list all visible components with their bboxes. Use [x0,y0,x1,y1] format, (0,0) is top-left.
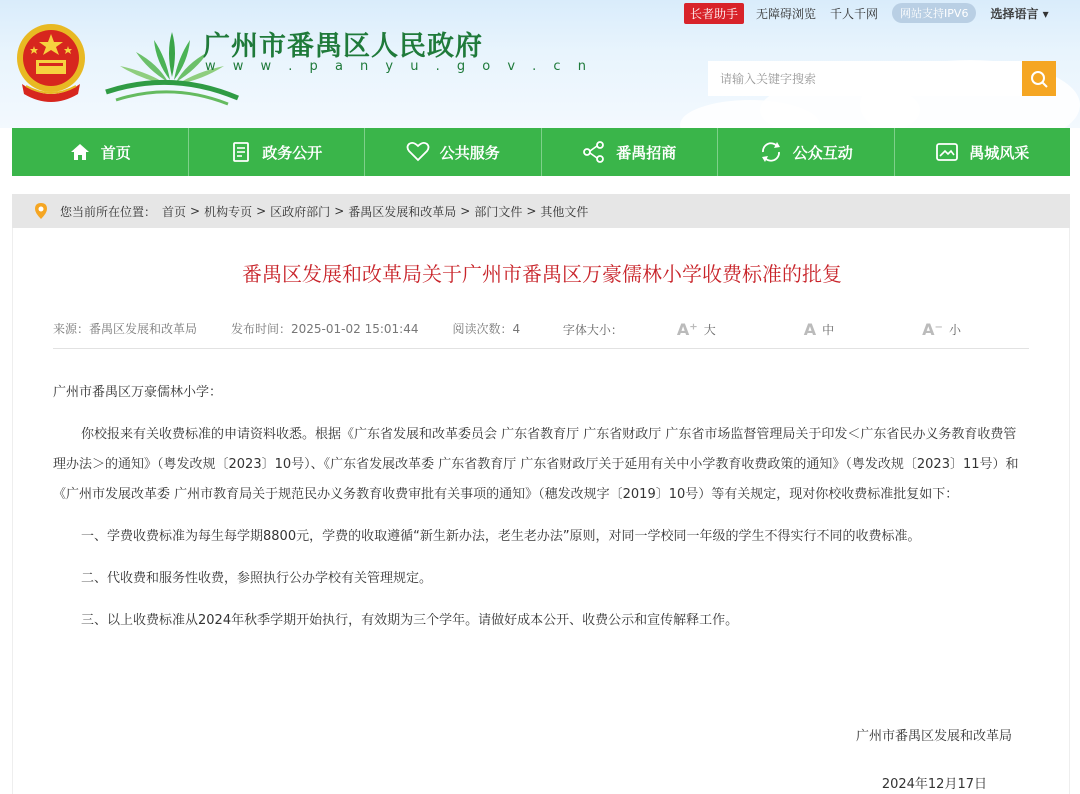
article-paragraph: 二、代收费和服务性收费，参照执行公办学校有关管理规定。 [81,571,433,586]
article-paragraph: 一、学费收费标准为每生每学期8800元，学费的收取遵循“新生新办法，老生老办法”原则，对同一学校同一年级的学生不得实行不同的收费标准。 [81,529,921,544]
breadcrumb-separator: > [190,204,201,218]
nav-label: 首页 [100,143,131,162]
nav-item-government-affairs[interactable] [189,128,366,176]
search-box [708,61,1056,96]
article-paragraph: 你校报来有关收费标准的申请资料收悉。根据《广东省发展和改革委员会 广东省教育厅 广东省财政厅 广东省市场监督管理局关于印发＜广东省民办义务教育收费管理办法＞的通知》（粤发改规〔2023〕10号）、《广东省发展改革委 广东省教育厅 广东省财政厅关于延用有关中小学教育收费政策的通知》（粤发改规〔2023〕11号）和《广州市发展改革委 广州市教育局关于规范民办义务教育收费审批有关事项的通知》（穗发改规字〔2019〕10号）等有关规定，现对你校收费标准批复如下： [53,427,1019,502]
nav-label: 公众互动 [792,143,853,162]
article-signature: 广州市番禺区发展和改革局 [855,729,1012,744]
site-title: 广州市番禺区人民政府 [203,31,483,62]
nav-label: 公共服务 [439,143,500,162]
breadcrumb-separator: > [460,204,471,218]
ipv6-badge: 网站支持IPV6 [892,3,976,23]
article-paragraph: 三、以上收费标准从2024年秋季学期开始执行，有效期为三个学年。请做好成本公开、收费公示和宣传解释工作。 [81,613,739,628]
font-medium-label: 中 [822,323,835,337]
nav-item-public-service[interactable] [365,128,542,176]
breadcrumb [12,194,1070,228]
font-large-label: 大 [703,323,716,337]
breadcrumb-item-departments[interactable]: 区政府部门 [270,204,331,219]
breadcrumb-separator: > [334,204,345,218]
article-source: 来源：番禺区发展和改革局 [53,322,198,336]
qianwang-link[interactable]: 千人千网 [830,6,879,21]
breadcrumb-item-agencies[interactable]: 机构专页 [204,204,253,219]
font-medium-icon: A [803,320,817,339]
nav-item-investment[interactable] [542,128,719,176]
article [12,228,1070,794]
article-body [53,378,1029,648]
site-url: w w w . p a n y u . g o v . c n [205,59,593,74]
article-publish-time: 发布时间：2025-01-02 15:01:44 [231,322,419,336]
search-button[interactable] [1022,61,1056,96]
language-label: 选择语言 [990,6,1039,21]
font-size-medium-button[interactable] [804,320,868,339]
font-large-icon: A⁺ [676,320,698,339]
breadcrumb-item-drc[interactable]: 番禺区发展和改革局 [348,204,457,219]
article-title: 番禺区发展和改革局关于广州市番禺区万豪儒林小学收费标准的批复 [242,262,842,286]
language-select[interactable] [990,5,1048,22]
document-icon [230,141,252,163]
main-nav [12,128,1070,176]
image-icon [935,141,959,163]
nav-label: 番禺招商 [616,143,677,162]
font-size-large-button[interactable] [677,320,750,339]
refresh-icon [759,141,783,163]
breadcrumb-prefix: 您当前所在位置： [60,204,157,219]
elder-mode-link[interactable]: 长者助手 [684,3,744,24]
nav-item-city-style[interactable] [895,128,1071,176]
font-small-icon: A⁻ [922,320,943,339]
article-views: 阅读次数：4 [452,322,521,336]
top-links-bar [684,3,1049,23]
article-salutation: 广州市番禺区万豪儒林小学： [53,385,223,400]
font-size-control [563,320,1029,339]
nav-label: 禺城风采 [969,143,1030,162]
chevron-down-icon: ▾ [1042,6,1049,21]
nav-item-interaction[interactable] [718,128,895,176]
breadcrumb-item-other-files[interactable]: 其他文件 [540,204,589,219]
search-input[interactable] [708,61,1022,96]
breadcrumb-separator: > [526,204,537,218]
breadcrumb-separator: > [256,204,267,218]
article-meta [53,320,1029,337]
breadcrumb-item-home[interactable]: 首页 [162,204,187,219]
breadcrumb-item-dept-files[interactable]: 部门文件 [474,204,523,219]
accessible-browse-link[interactable]: 无障碍浏览 [756,6,817,21]
heart-icon [406,141,430,163]
national-emblem-icon [12,20,90,104]
font-size-label: 字体大小： [562,323,623,337]
nav-label: 政务公开 [262,143,323,162]
font-size-small-button[interactable] [922,320,995,339]
nav-item-home[interactable] [12,128,189,176]
meta-divider [53,348,1029,349]
home-icon [69,141,91,163]
location-pin-icon [34,202,48,220]
share-icon [582,141,606,163]
search-icon [1029,69,1049,89]
site-header [0,0,1080,128]
font-small-label: 小 [948,323,961,337]
article-date: 2024年12月17日 [881,777,987,792]
